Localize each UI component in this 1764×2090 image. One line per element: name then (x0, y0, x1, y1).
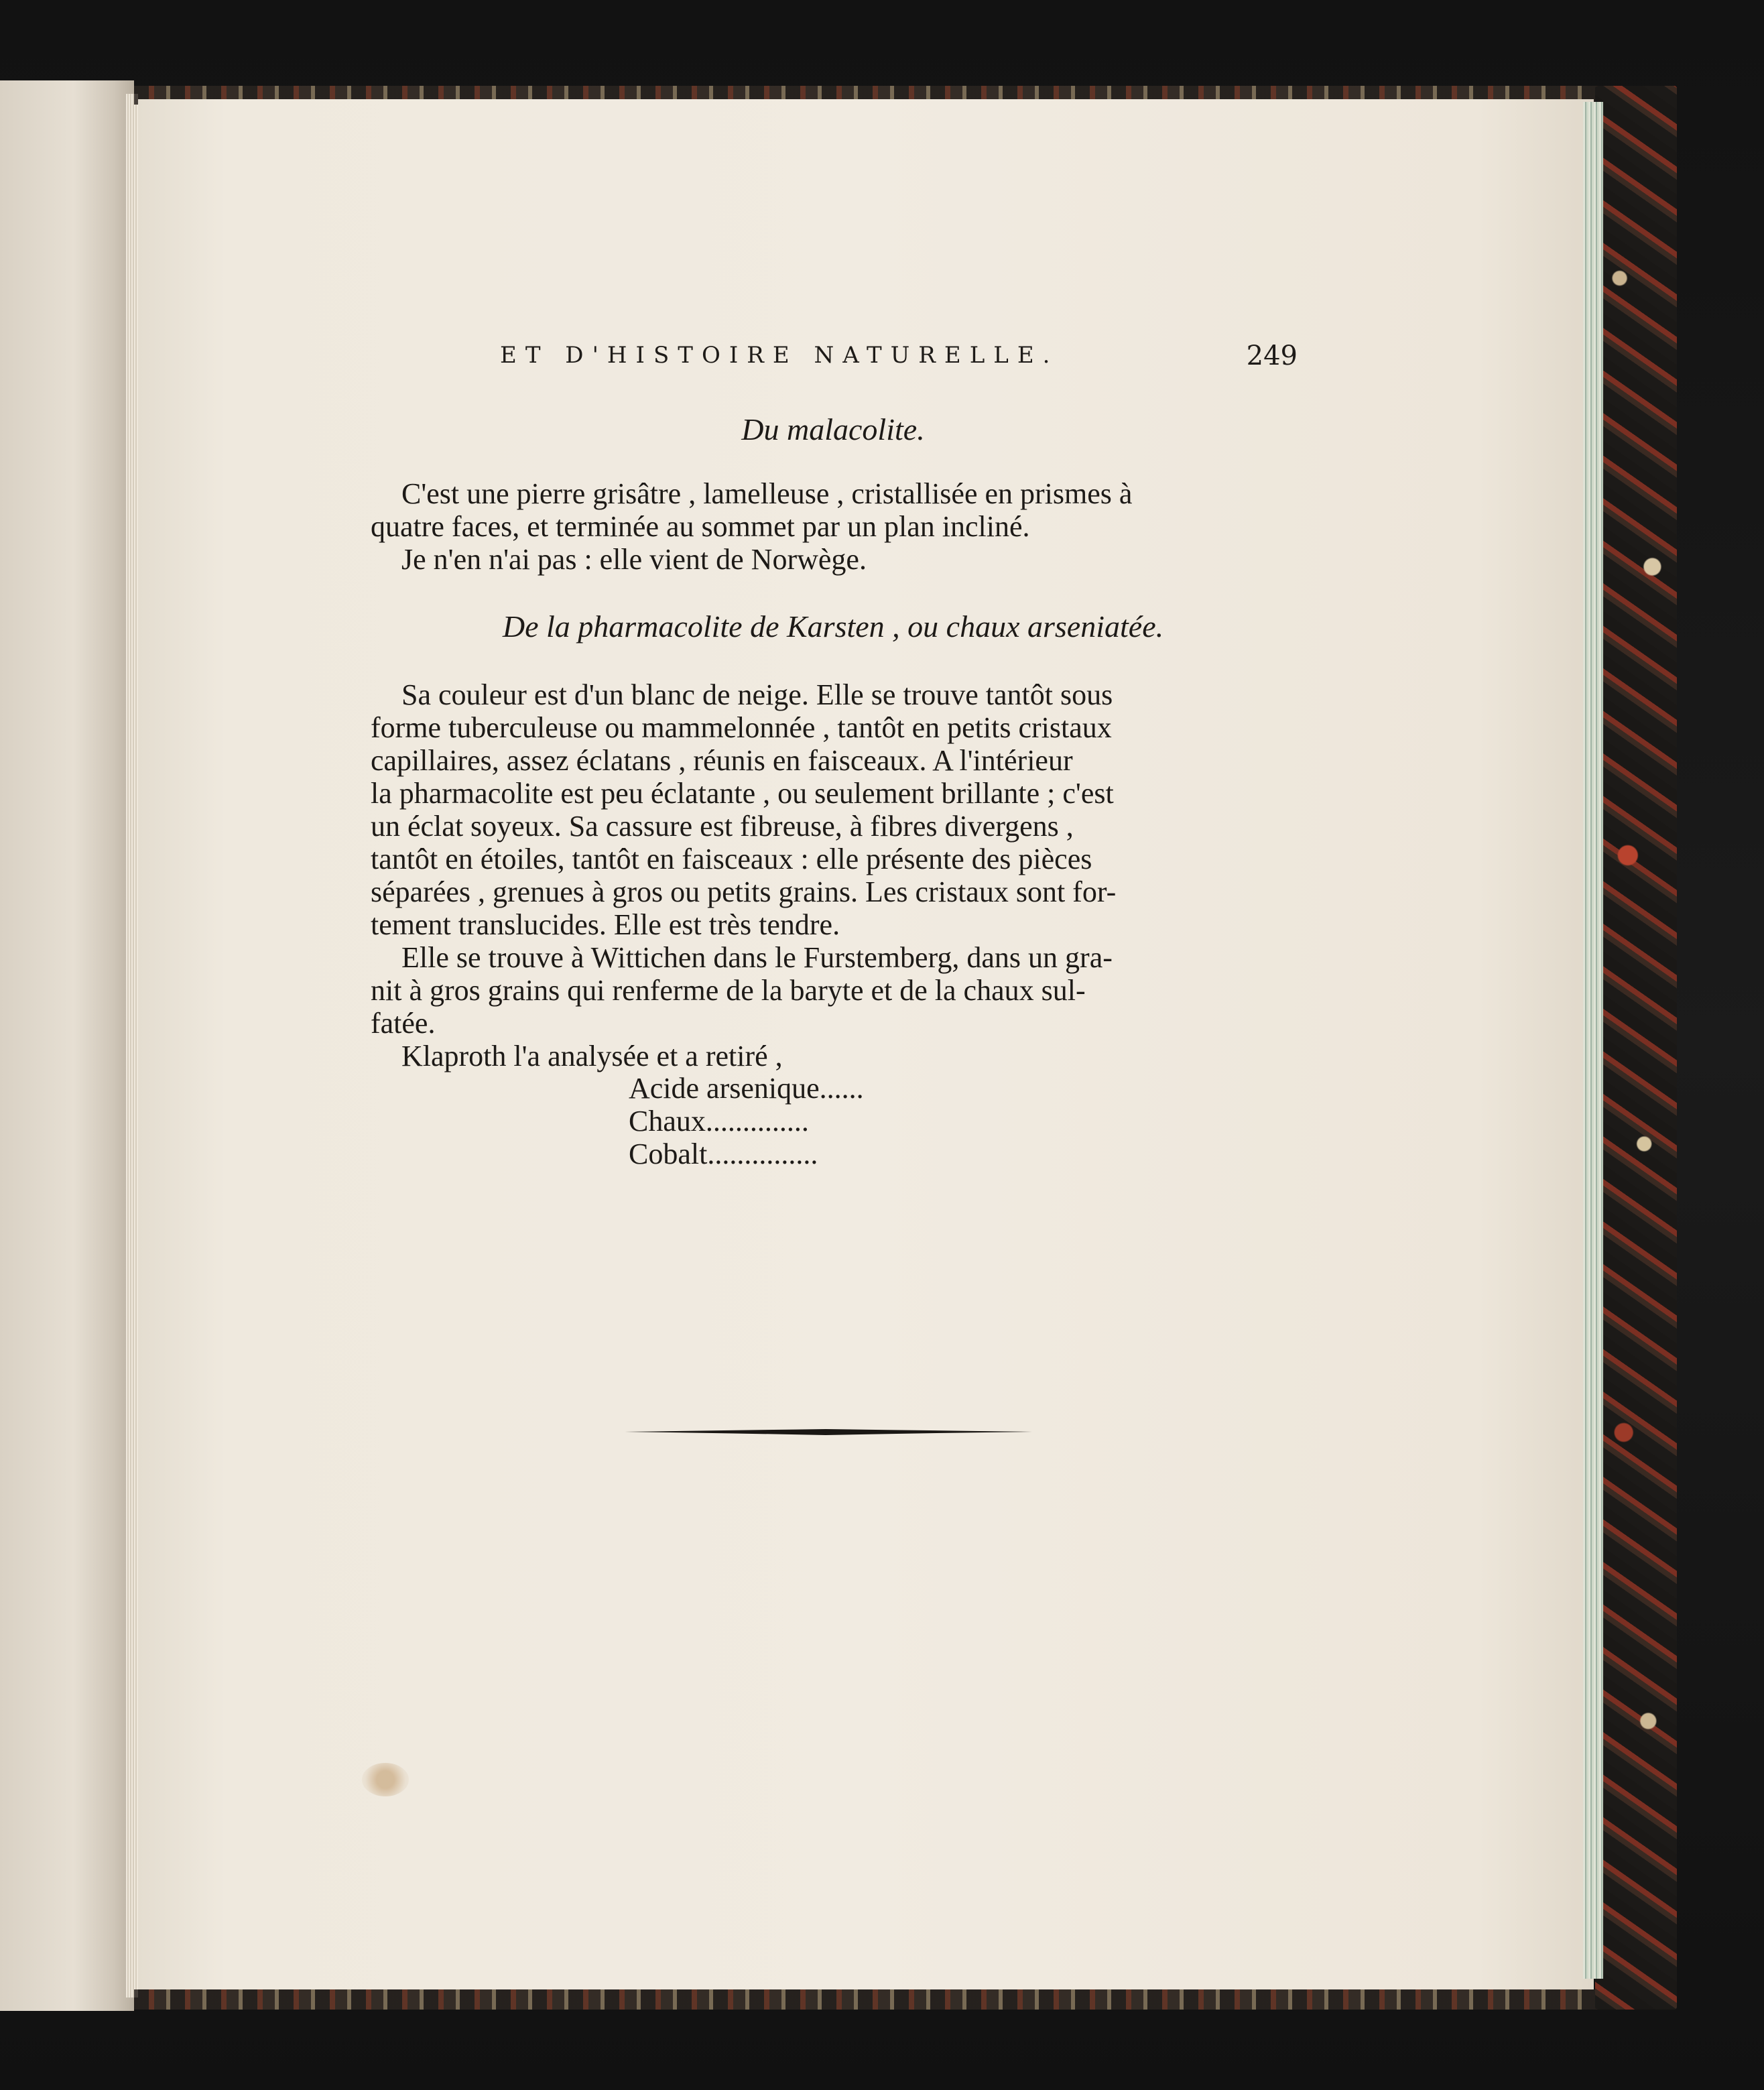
text-line: quatre faces, et terminée au sommet par un plan incliné. (371, 510, 1030, 543)
marbled-edge-bottom (134, 1989, 1629, 2010)
page-number: 249 (1246, 341, 1298, 371)
page-header (500, 342, 1298, 382)
text-line: Elle se trouve à Wittichen dans le Furstemberg, dans un gra- (401, 941, 1113, 974)
text-line: Je n'en n'ai pas : elle vient de Norwège. (401, 543, 867, 576)
analysis-item: Chaux.............. (629, 1105, 809, 1138)
text-line: forme tuberculeuse ou mammelonnée , tantôt en petits cristaux (371, 711, 1112, 744)
running-title: ET D'HISTOIRE NATURELLE. (500, 342, 1059, 369)
analysis-item: Acide arsenique...... (629, 1072, 864, 1105)
facing-page-edge (126, 94, 138, 1997)
section-heading-pharmacolite: De la pharmacolite de Karsten , ou chaux arseniatée. (502, 609, 1164, 643)
marbled-cover-board (1595, 86, 1677, 2010)
paragraph-malacolite (371, 477, 1296, 576)
text-line: tantôt en étoiles, tantôt en faisceaux : elle présente des pièces (371, 843, 1092, 875)
page-fore-edge (1583, 102, 1603, 1979)
facing-page (0, 80, 134, 2011)
text-line: fatée. (371, 1007, 436, 1040)
text-line: Klaproth l'a analysée et a retiré , (401, 1040, 783, 1072)
text-line: Sa couleur est d'un blanc de neige. Elle se trouve tantôt sous (401, 678, 1113, 711)
ornamental-rule (625, 1428, 1032, 1436)
text-line: un éclat soyeux. Sa cassure est fibreuse, à fibres divergens , (371, 810, 1074, 843)
text-line: C'est une pierre grisâtre , lamelleuse , cristallisée en prismes à (401, 477, 1133, 510)
text-line: séparées , grenues à gros ou petits grains. Les cristaux sont for- (371, 875, 1117, 908)
section-heading-malacolite: Du malacolite. (741, 412, 925, 446)
text-line: tement translucides. Elle est très tendre. (371, 908, 840, 941)
paragraph-pharmacolite-description (371, 678, 1296, 1072)
text-line: capillaires, assez éclatans , réunis en faisceaux. A l'intérieur (371, 744, 1073, 777)
analysis-item: Cobalt............... (629, 1138, 818, 1170)
text-line: nit à gros grains qui renferme de la baryte et de la chaux sul- (371, 974, 1086, 1007)
foxing-stain (362, 1763, 409, 1796)
text-line: la pharmacolite est peu éclatante , ou seulement brillante ; c'est (371, 777, 1114, 810)
